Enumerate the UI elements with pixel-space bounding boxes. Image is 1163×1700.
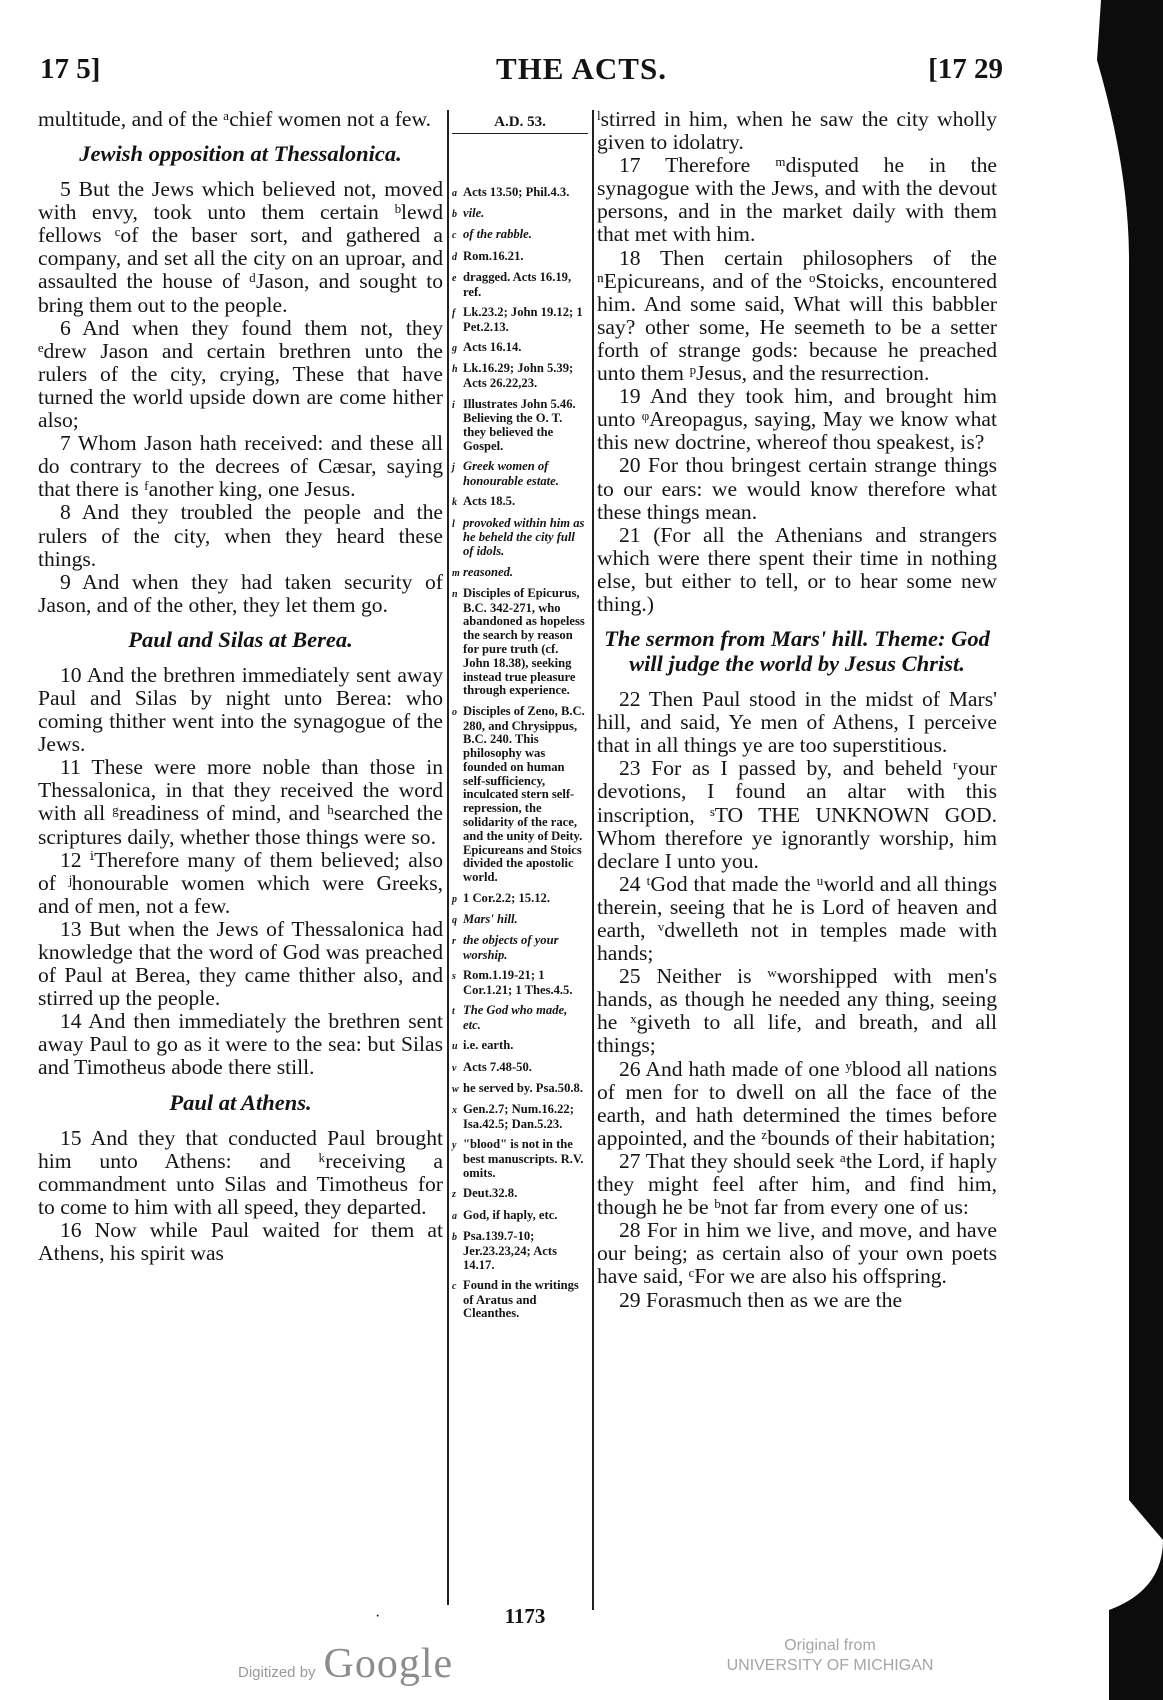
verse-paragraph: ˡstirred in him, when he saw the city wholly given to idolatry. — [597, 107, 997, 155]
verse-paragraph: 21 (For all the Athenians and strangers which were there spent their time in nothing else, but either to tell, or to hear some new thing.) — [597, 522, 997, 616]
note-marker: r — [452, 936, 456, 948]
section-heading: The sermon from Mars' hill. Theme: God will judge the world by Jesus Christ. — [604, 626, 990, 677]
verse-paragraph: 28 For in him we live, and move, and have our being; as certain also of your own poets have said, ᶜFor we are also his offspring. — [597, 1218, 997, 1289]
note-marker: d — [452, 251, 457, 263]
note-marker: m — [452, 567, 460, 579]
margin-note — [452, 362, 588, 391]
note-text: dragged. Acts 16.19, ref. — [463, 269, 572, 299]
note-text: Lk.23.2; John 19.12; 1 Pet.2.13. — [463, 305, 583, 334]
note-marker: c — [452, 1280, 457, 1292]
margin-note — [452, 1187, 588, 1202]
margin-note — [452, 250, 588, 265]
verse-paragraph: 11 These were more noble than those in Thessalonica, in that they received the word with all ᵍreadiness of mind, and ʰsearched the scriptures daily, whether those things were so. — [38, 755, 443, 849]
note-text: 1 Cor.2.2; 15.12. — [463, 890, 550, 905]
note-text: of the rabble. — [463, 227, 532, 242]
university-text: UNIVERSITY OF MICHIGAN — [726, 1657, 934, 1674]
note-marker: z — [452, 1189, 456, 1201]
verse-paragraph: 17 Therefore ᵐdisputed he in the synagogue with the Jews, and with the devout persons, and in the market daily with them that met with him. — [597, 153, 997, 247]
margin-note — [452, 1061, 588, 1076]
verse-paragraph: 7 Whom Jason hath received: and these all do contrary to the decrees of Cæsar, saying that there is ᶠanother king, one Jesus. — [38, 431, 443, 502]
margin-note — [452, 705, 588, 885]
note-marker: b — [452, 1231, 457, 1243]
verse-paragraph: 26 And hath made of one ʸblood all nations of men for to dwell on all the face of the earth, and hath determined the times before appointed, and the ᶻbounds of their habitation; — [597, 1056, 997, 1150]
note-text: Acts 13.50; Phil.4.3. — [463, 184, 570, 199]
verse-paragraph: 20 For thou bringest certain strange things to our ears: we would know therefore what these things mean. — [597, 453, 997, 524]
margin-note — [452, 186, 588, 201]
verse-paragraph: 12 ⁱTherefore many of them believed; also of ʲhonourable women which were Greeks, and of men, not a few. — [38, 847, 443, 918]
note-marker: a — [452, 1210, 457, 1222]
margin-note — [452, 1138, 588, 1180]
verse-paragraph: 16 Now while Paul waited for them at Athens, his spirit was — [38, 1217, 443, 1266]
verse-paragraph: multitude, and of the ᵃchief women not a few. — [38, 107, 432, 131]
verse-paragraph: 27 That they should seek ᵃthe Lord, if haply they might feel after him, and find him, though he be ᵇnot far from every one of us: — [597, 1148, 997, 1220]
note-text: provoked within him as he beheld the city full of idols. — [463, 515, 585, 559]
margin-note — [452, 517, 588, 559]
note-text: Deut.32.8. — [463, 1186, 518, 1201]
margin-note — [452, 892, 588, 907]
verse-paragraph: 22 Then Paul stood in the midst of Mars' hill, and said, Ye men of Athens, I perceive that in all things ye are too superstitious. — [597, 687, 997, 758]
note-marker: v — [452, 1062, 457, 1074]
note-marker: f — [452, 308, 456, 320]
margin-note — [452, 969, 588, 998]
margin-reference-column — [452, 110, 588, 1328]
margin-note — [452, 1004, 588, 1033]
margin-note — [452, 271, 588, 300]
margin-note — [452, 566, 588, 581]
note-text: Mars' hill. — [463, 911, 518, 926]
column-divider-left — [447, 110, 449, 1605]
note-text: the objects of your worship. — [463, 933, 559, 962]
margin-year: A.D. 53. — [452, 110, 588, 134]
margin-note — [452, 1039, 588, 1054]
note-text: Disciples of Epicurus, B.C. 342-271, who abandoned as hopeless the search by reason for pure truth (cf. John 18.38), seeking instead true pleasure through experience. — [463, 585, 585, 698]
margin-note — [452, 1103, 588, 1132]
section-heading: Paul at Athens. — [169, 1089, 312, 1115]
page-edge-shadow — [1083, 0, 1163, 1700]
note-text: Psa.139.7-10; Jer.23.23,24; Acts 14.17. — [463, 1228, 557, 1272]
note-text: Acts 16.14. — [463, 340, 522, 355]
note-text: Lk.16.29; John 5.39; Acts 26.22,23. — [463, 361, 574, 391]
footer-dot: · — [375, 1608, 381, 1625]
margin-note — [452, 1230, 588, 1272]
note-marker: q — [452, 914, 457, 926]
verse-paragraph: 25 Neither is ʷworshipped with men's hands, as though he needed any thing, seeing he ˣgiveth to all life, and breath, and all things; — [597, 964, 997, 1058]
note-marker: k — [452, 497, 457, 509]
verse-paragraph: 18 Then certain philosophers of the ⁿEpicureans, and of the ᵒStoicks, encountered him. And some said, What will this babbler say? other some, He seemeth to be a setter forth of strange gods: because he preached unto them ᵖJesus, and the resurrection. — [597, 245, 997, 386]
note-marker: e — [452, 272, 457, 284]
verse-paragraph: 23 For as I passed by, and beheld ʳyour devotions, I found an altar with this inscription, ˢTO THE UNKNOWN GOD. Whom therefore ye ignorantly worship, him declare I unto you. — [597, 756, 997, 873]
note-text: Acts 7.48-50. — [463, 1059, 532, 1074]
margin-note — [452, 587, 588, 698]
note-marker: p — [452, 893, 457, 905]
note-marker: j — [452, 462, 455, 474]
note-marker: l — [452, 518, 455, 530]
note-text: Rom.16.21. — [463, 248, 524, 263]
left-text-column — [38, 108, 443, 1265]
margin-note — [452, 913, 588, 928]
margin-note — [452, 1209, 588, 1224]
right-text-column — [597, 108, 997, 1312]
verse-paragraph: 24 ᵗGod that made the ᵘworld and all things therein, seeing that he is Lord of heaven and earth, ᵛdwelleth not in temples made with hands; — [597, 871, 997, 966]
note-marker: u — [452, 1041, 458, 1053]
note-text: Gen.2.7; Num.16.22; Isa.42.5; Dan.5.23. — [463, 1102, 574, 1132]
note-text: he served by. Psa.50.8. — [463, 1081, 583, 1096]
note-text: Greek women of honourable estate. — [463, 459, 559, 489]
verse-paragraph: 13 But when the Jews of Thessalonica had knowledge that the word of God was preached of Paul at Berea, they came thither also, and stirred up the people. — [38, 916, 443, 1011]
verse-paragraph: 14 And then immediately the brethren sent away Paul to go as it were to the sea: but Silas and Timotheus abode there still. — [38, 1009, 443, 1080]
note-text: i.e. earth. — [463, 1038, 514, 1053]
note-marker: c — [452, 230, 457, 242]
section-heading: Paul and Silas at Berea. — [128, 626, 353, 652]
margin-note — [452, 228, 588, 243]
note-text: Acts 18.5. — [463, 494, 516, 509]
note-text: "blood" is not in the best manuscripts. R.V. omits. — [463, 1137, 584, 1181]
margin-note — [452, 495, 588, 510]
header-book-title: THE ACTS. — [496, 51, 667, 86]
verse-paragraph: 19 And they took him, and brought him unto ᵠAreopagus, saying, May we know what this new doctrine, whereof thou speakest, is? — [597, 384, 997, 455]
note-marker: h — [452, 364, 458, 376]
original-from-text: Original from — [784, 1637, 876, 1654]
note-marker: b — [452, 209, 457, 221]
verse-paragraph: 15 And they that conducted Paul brought him unto Athens: and ᵏreceiving a commandment unto Silas and Timotheus for to come to him with all speed, they departed. — [38, 1125, 443, 1219]
verse-paragraph: 6 And when they found them not, they ᵉdrew Jason and certain brethren unto the rulers of the city, crying, These that have turned the world upside down are come hither also; — [38, 315, 443, 433]
note-marker: y — [452, 1140, 457, 1152]
margin-note — [452, 1279, 588, 1321]
margin-notes — [452, 186, 588, 1321]
margin-note — [452, 460, 588, 489]
margin-note — [452, 934, 588, 963]
margin-note — [452, 306, 588, 335]
section-heading: Jewish opposition at Thessalonica. — [79, 141, 402, 167]
note-marker: s — [452, 971, 456, 983]
note-text: Rom.1.19-21; 1 Cor.1.21; 1 Thes.4.5. — [463, 968, 573, 998]
margin-note — [452, 1082, 588, 1097]
note-marker: o — [452, 706, 457, 718]
note-text: Illustrates John 5.46. Believing the O. T. they believed the Gospel. — [463, 396, 576, 453]
margin-note — [452, 207, 588, 222]
verse-paragraph: 9 And when they had taken security of Jason, and of the other, they let them go. — [38, 569, 443, 617]
margin-note — [452, 341, 588, 356]
google-logo: Google — [323, 1641, 454, 1687]
header-chapter-verse-start: 17 5] — [40, 53, 101, 85]
note-marker: n — [452, 588, 458, 600]
original-from-watermark — [700, 1636, 960, 1676]
note-marker: a — [452, 187, 457, 199]
verse-paragraph: 10 And the brethren immediately sent away Paul and Silas by night unto Berea: who coming thither went into the synagogue of the Jews. — [38, 662, 443, 757]
verse-paragraph: 5 But the Jews which believed not, moved with envy, took unto them certain ᵇlewd fellows ᶜof the baser sort, and gathered a company, and set all the city on an uproar, and assaulted the house of ᵈJason, and sought to bring them out to the people. — [38, 177, 443, 317]
note-marker: t — [452, 1006, 455, 1018]
header-chapter-verse-end: [17 29 — [928, 53, 1003, 85]
note-text: vile. — [463, 206, 485, 221]
verse-paragraph: 8 And they troubled the people and the rulers of the city, when they heard these things. — [38, 500, 443, 571]
note-marker: i — [452, 399, 455, 411]
note-text: The God who made, etc. — [463, 1003, 568, 1033]
note-text: God, if haply, etc. — [463, 1207, 558, 1222]
note-marker: g — [452, 343, 457, 355]
note-text: Found in the writings of Aratus and Cleanthes. — [463, 1277, 579, 1321]
note-marker: x — [452, 1105, 457, 1117]
column-divider-right — [592, 110, 594, 1610]
digitized-by-text: Digitized by — [238, 1664, 316, 1681]
page-number: 1173 — [504, 1604, 546, 1628]
digitized-by-watermark — [238, 1640, 453, 1688]
note-text: reasoned. — [463, 564, 514, 579]
note-text: Disciples of Zeno, B.C. 280, and Chrysippus, B.C. 240. This philosophy was founded on human self-sufficiency, inculcated stern self-repression, the solidarity of the race, and the unity of Deity. Epicureans and Stoics divided the apostolic world. — [463, 703, 585, 885]
margin-note — [452, 398, 588, 454]
verse-paragraph: 29 Forasmuch then as we are the — [619, 1287, 903, 1312]
note-marker: w — [452, 1084, 459, 1096]
